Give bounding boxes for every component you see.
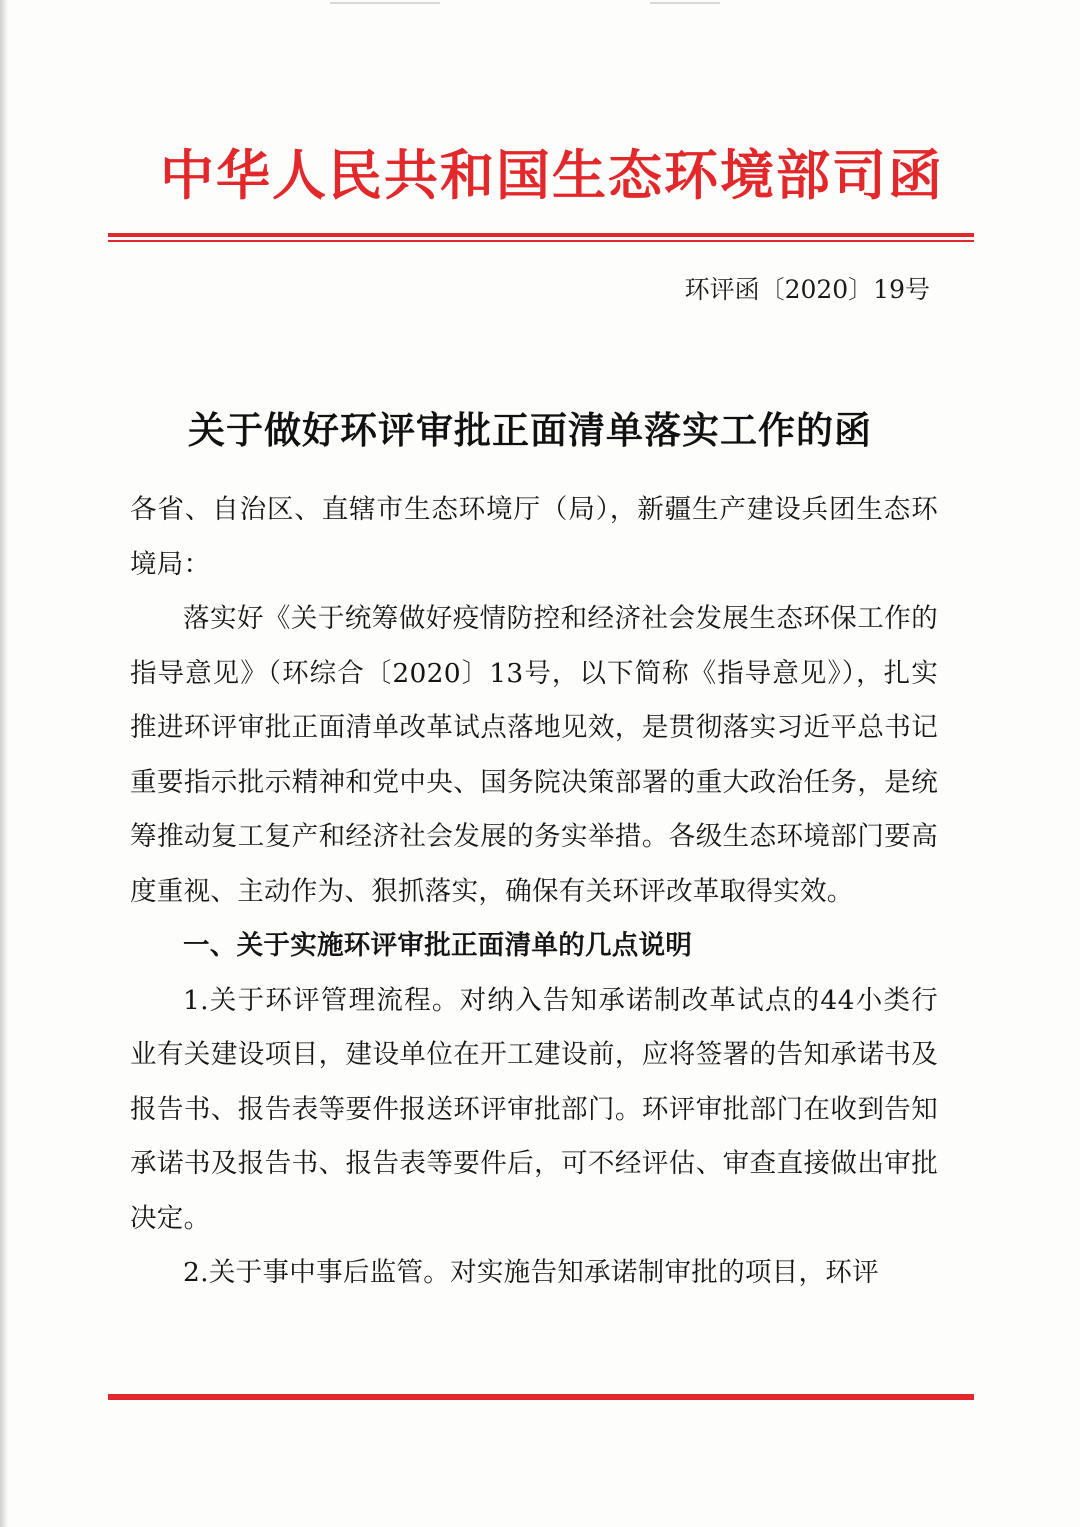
- paragraph: 1.关于环评管理流程。对纳入告知承诺制改革试点的44小类行业有关建设项目，建设单位在开工建设前，应将签署的告知承诺书及报告书、报告表等要件报送环评审批部门。环评审批部门在收到告知承诺书及报告书、报告表等要件后，可不经评估、审查直接做出审批决定。: [130, 984, 939, 1234]
- letterhead-red-rule: [108, 233, 974, 242]
- document-number: 环评函〔2020〕19号: [684, 275, 930, 304]
- salutation: 各省、自治区、直辖市生态环境厅（局），新疆生产建设兵团生态环境局：: [130, 494, 938, 580]
- paragraph: 2.关于事中事后监管。对实施告知承诺制审批的项目，环评: [183, 1257, 879, 1288]
- paragraph: 落实好《关于统筹做好疫情防控和经济社会发展生态环保工作的指导意见》（环综合〔2020〕13号，以下简称《指导意见》），扎实推进环评审批正面清单改革试点落地见效，是贯彻落实习近平总书记重要指示批示精神和党中央、国务院决策部署的重大政治任务，是统筹推动复工复产和经济社会发展的务实举措。各级生态环境部门要高度重视、主动作为、狠抓落实，确保有关环评改革取得实效。: [130, 603, 938, 907]
- document-title: 关于做好环评审批正面清单落实工作的函: [188, 408, 872, 452]
- scan-mark: [330, 2, 440, 4]
- section-heading: 一、关于实施环评审批正面清单的几点说明: [183, 930, 693, 961]
- letterhead: 中华人民共和国生态环境部司函: [160, 143, 944, 207]
- scan-mark: [650, 2, 720, 4]
- footer-red-rule: [108, 1391, 974, 1400]
- scan-edge-shadow: [0, 0, 8, 1527]
- document-body: [130, 483, 938, 1301]
